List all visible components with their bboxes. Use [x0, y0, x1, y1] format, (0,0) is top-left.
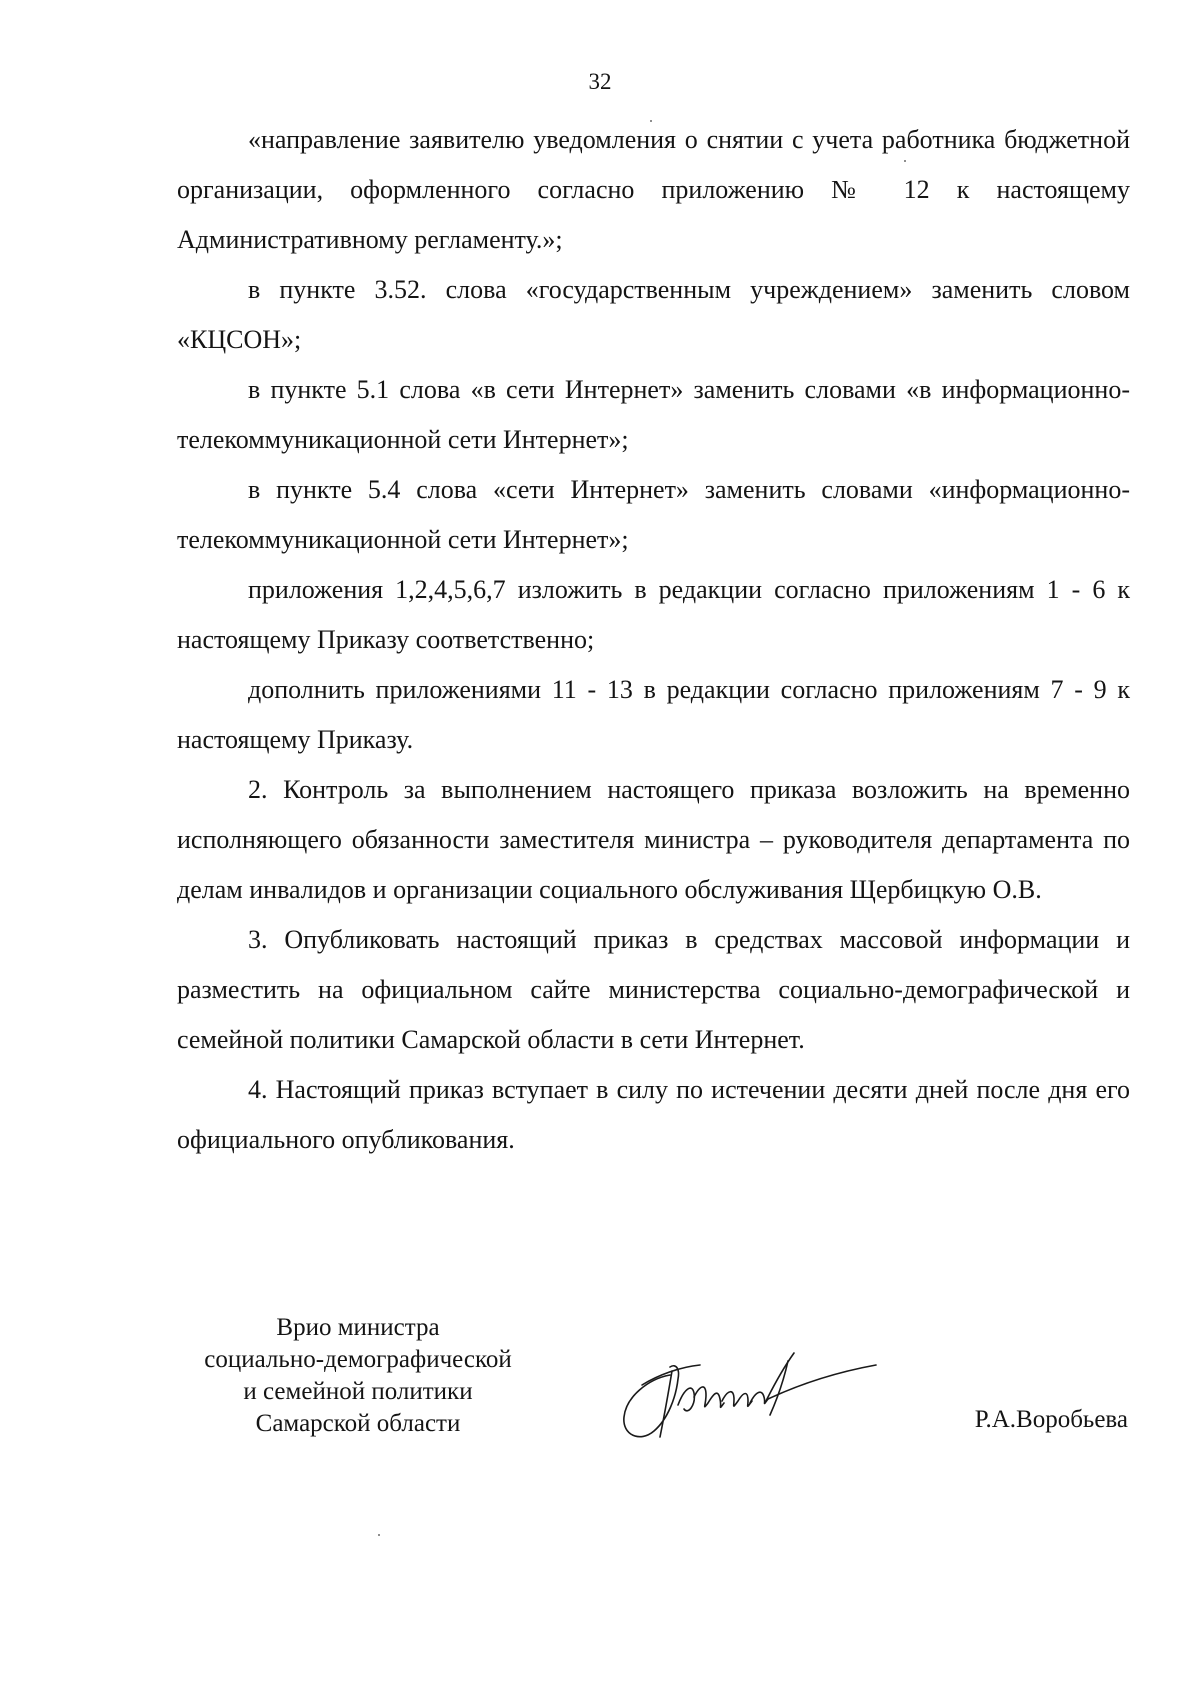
signature-strokes	[624, 1353, 876, 1437]
paragraph-3: в пункте 5.1 слова «в сети Интернет» заменить словами «в информационно-телекоммуникационной сети Интернет»;	[177, 375, 1130, 454]
paragraph-9: 4. Настоящий приказ вступает в силу по истечении десяти дней после дня его официального опубликования.	[177, 1075, 1130, 1154]
page-number: 32	[588, 69, 612, 94]
scan-speck	[650, 120, 652, 122]
handwritten-signature	[618, 1345, 880, 1463]
paragraph-8: 3. Опубликовать настоящий приказ в средствах массовой информации и разместить на официальном сайте министерства социально-демографической и семейной политики Самарской области в сети Интернет.	[177, 925, 1130, 1054]
paragraph-6: дополнить приложениями 11 - 13 в редакции согласно приложениям 7 - 9 к настоящему Приказу.	[177, 675, 1130, 754]
signatory-position	[178, 1312, 538, 1440]
document-body	[177, 115, 1130, 1165]
scan-speck	[378, 1534, 380, 1536]
signatory-position-line-4: Самарской области	[255, 1410, 461, 1437]
paragraph-2: в пункте 3.52. слова «государственным учреждением» заменить словом «КЦСОН»;	[177, 275, 1130, 354]
signatory-position-line-1: Врио министра	[276, 1314, 440, 1341]
signatory-position-line-3: и семейной политики	[243, 1378, 473, 1405]
signer-name: Р.А.Воробьева	[974, 1406, 1128, 1433]
scan-speck	[904, 160, 906, 162]
signatory-position-line-2: социально-демографической	[204, 1346, 512, 1373]
paragraph-7: 2. Контроль за выполнением настоящего приказа возложить на временно исполняющего обязанности заместителя министра – руководителя департамента по делам инвалидов и организации социального обслуживания Щербицкую О.В.	[177, 775, 1130, 904]
paragraph-1: «направление заявителю уведомления о снятии с учета работника бюджетной организации, оформленного согласно приложению № 12 к настоящему Административному регламенту.»;	[177, 125, 1130, 254]
paragraph-4: в пункте 5.4 слова «сети Интернет» заменить словами «информационно-телекоммуникационной сети Интернет»;	[177, 475, 1130, 554]
paragraph-5: приложения 1,2,4,5,6,7 изложить в редакции согласно приложениям 1 - 6 к настоящему Приказу соответственно;	[177, 575, 1130, 654]
